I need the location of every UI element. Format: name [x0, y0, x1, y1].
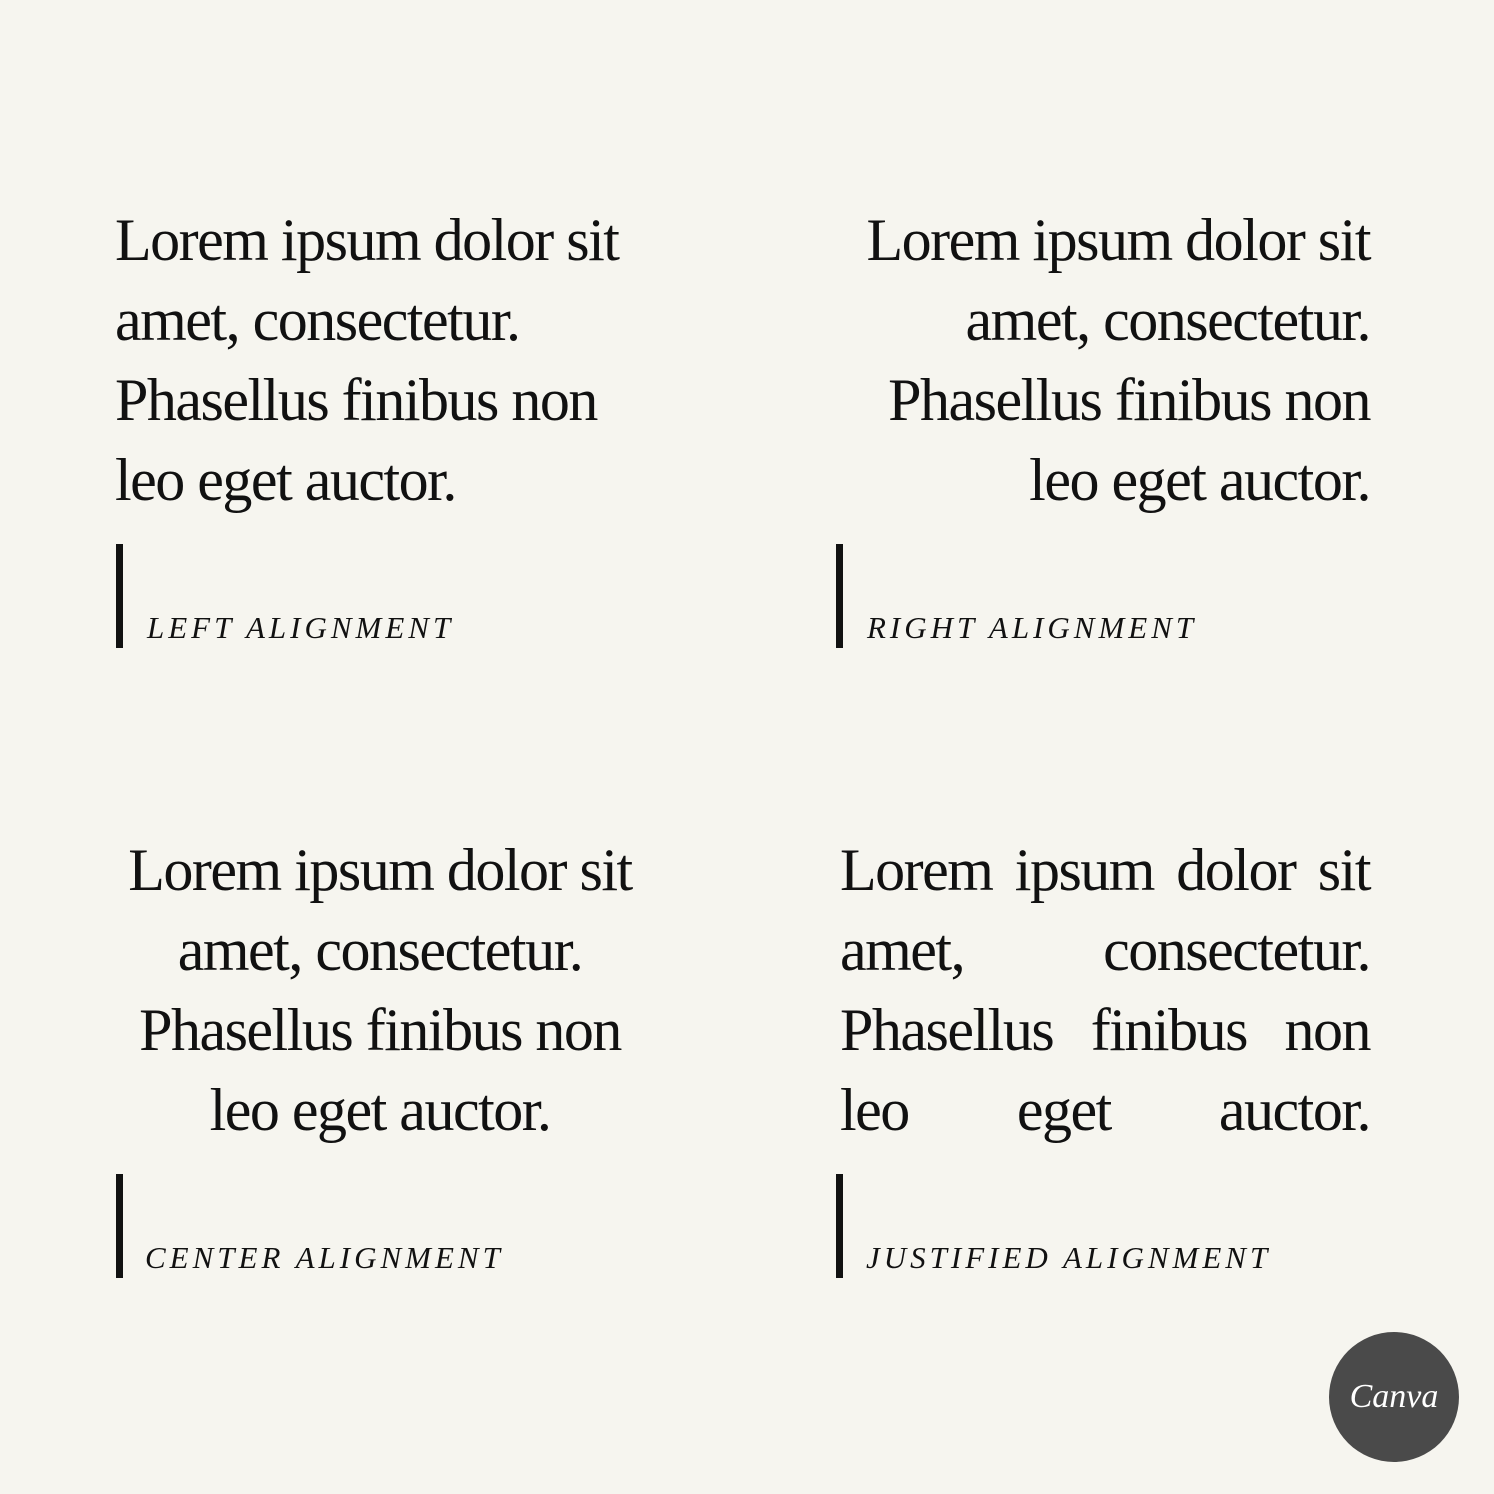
canva-logo — [1329, 1332, 1459, 1462]
paragraph-line: Phasellus finibus non — [115, 367, 597, 433]
right-aligned-paragraph — [845, 200, 1370, 520]
paragraph-line: amet, consectetur. — [115, 287, 520, 353]
right-alignment-caption: RIGHT ALIGNMENT — [867, 610, 1198, 645]
caption-marker-bar — [836, 1174, 843, 1278]
paragraph-line: amet, consectetur. — [177, 917, 583, 983]
left-aligned-paragraph — [115, 200, 635, 520]
canva-logo-text: Canva — [1349, 1378, 1439, 1415]
paragraph-line: Lorem ipsum dolor sit — [840, 837, 1370, 903]
paragraph-line: Lorem ipsum dolor sit — [128, 837, 632, 903]
justified-alignment-caption: JUSTIFIED ALIGNMENT — [866, 1240, 1272, 1275]
paragraph-line: leo eget auctor. — [209, 1077, 551, 1143]
caption-marker-bar — [116, 544, 123, 648]
paragraph-line: Phasellus finibus non — [840, 997, 1370, 1063]
paragraph-line: leo eget auctor. — [115, 447, 456, 513]
paragraph-line: leo eget auctor. — [840, 1077, 1370, 1143]
canva-logo-wordmark — [1339, 1367, 1449, 1427]
center-aligned-paragraph — [115, 830, 645, 1150]
paragraph-line: Lorem ipsum dolor sit — [866, 207, 1370, 273]
caption-marker-bar — [116, 1174, 123, 1278]
paragraph-line: Phasellus finibus non — [139, 997, 621, 1063]
paragraph-line: Phasellus finibus non — [888, 367, 1370, 433]
justified-paragraph — [840, 830, 1370, 1150]
center-alignment-caption: CENTER ALIGNMENT — [145, 1240, 504, 1275]
paragraph-line: amet, consectetur. — [965, 287, 1370, 353]
left-alignment-caption: LEFT ALIGNMENT — [147, 610, 455, 645]
paragraph-line: Lorem ipsum dolor sit — [115, 207, 619, 273]
paragraph-line: leo eget auctor. — [1029, 447, 1370, 513]
paragraph-line: amet, consectetur. — [840, 917, 1370, 983]
caption-marker-bar — [836, 544, 843, 648]
